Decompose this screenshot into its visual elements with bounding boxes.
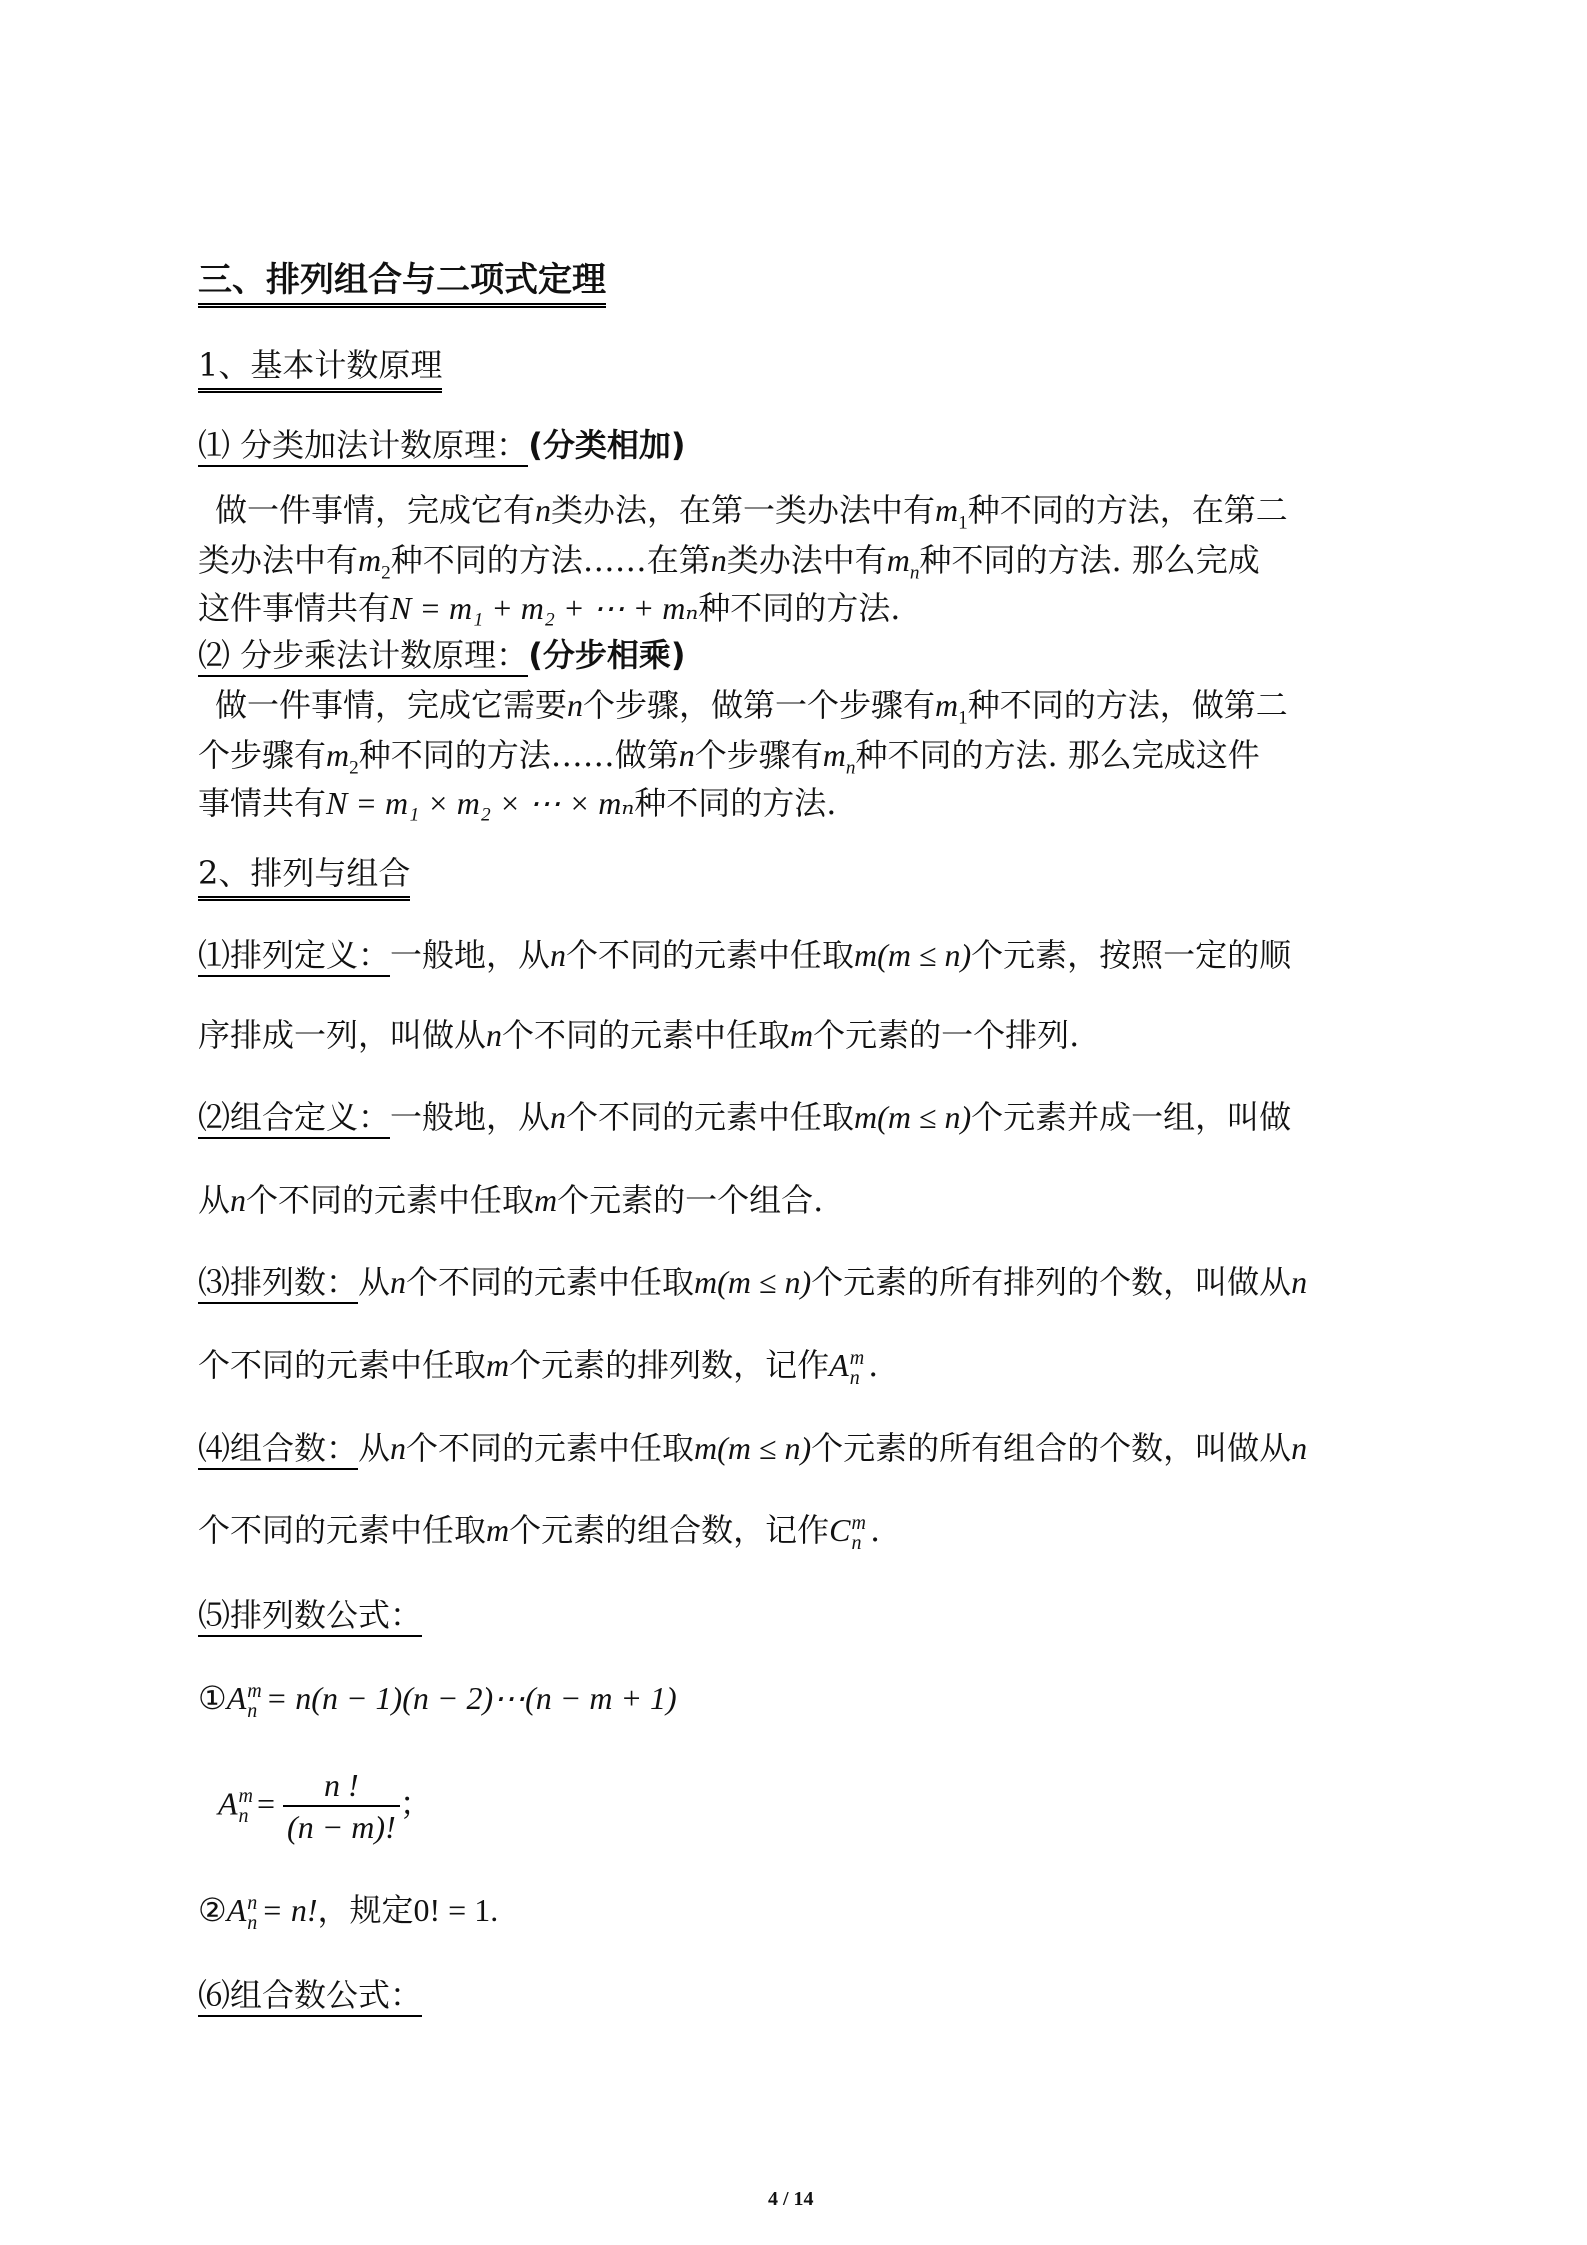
permutation-number-line-2: 个不同的元素中任取m个元素的排列数，记作A m n . bbox=[198, 1346, 879, 1389]
page-title: 三、排列组合与二项式定理 bbox=[198, 252, 606, 308]
permutation-formula-2: ②A n n = n!，规定0! = 1. bbox=[198, 1891, 499, 1934]
multiplication-formula: N = m₁ × m₂ × ⋯ × mₙ bbox=[326, 785, 635, 821]
permutation-definition-label: ⑴排列定义： bbox=[198, 936, 390, 977]
multiplication-principle-heading bbox=[198, 635, 685, 675]
multiplication-line-1: 做一件事情，完成它需要n个步骤，做第一个步骤有$m_1$种不同的方法，做第二 bbox=[215, 686, 1288, 729]
addition-line-2: 类办法中有$m_2$种不同的方法……在第n类办法中有$m_n$种不同的方法. 那么完成 bbox=[198, 541, 1260, 584]
circled-one-marker: ① bbox=[198, 1679, 227, 1717]
permutation-number-line-1: ⑶排列数：从n个不同的元素中任取m(m ≤ n)个元素的所有排列的个数，叫做从n bbox=[198, 1262, 1307, 1302]
addition-principle-heading bbox=[198, 425, 685, 465]
addition-line-1: 做一件事情，完成它有n类办法，在第一类办法中有$m_1$种不同的方法，在第二 bbox=[215, 491, 1288, 534]
combination-formula-heading: ⑹组合数公式： bbox=[198, 1975, 422, 2015]
multiplication-principle-tag: (分步相乘) bbox=[528, 636, 686, 674]
permutation-formula-1: ①A m n = n(n − 1)(n − 2)⋯(n − m + 1) bbox=[198, 1679, 677, 1722]
combination-definition-label: ⑵组合定义： bbox=[198, 1098, 390, 1139]
section-heading-counting: 1、基本计数原理 bbox=[198, 340, 442, 393]
permutation-formula-factorial: A m n = $\frac{n !}{(n - m)!}$ ； bbox=[218, 1767, 432, 1845]
circled-two-marker: ② bbox=[198, 1891, 227, 1929]
combination-number-line-1: ⑷组合数：从n个不同的元素中任取m(m ≤ n)个元素的所有组合的个数，叫做从n bbox=[198, 1428, 1307, 1468]
permutation-number-label: ⑶排列数： bbox=[198, 1263, 358, 1304]
addition-line-3: 这件事情共有N = m₁ + m₂ + ⋯ + mₙ种不同的方法. bbox=[198, 589, 901, 627]
addition-principle-tag: (分类相加) bbox=[528, 426, 686, 464]
page-number: 4 / 14 bbox=[768, 2188, 814, 2210]
addition-principle-label: ⑴ 分类加法计数原理： bbox=[198, 426, 528, 467]
permutation-formula-heading: ⑸排列数公式： bbox=[198, 1595, 422, 1635]
permutation-symbol: A bbox=[829, 1347, 849, 1383]
combination-number-line-2: 个不同的元素中任取m个元素的组合数，记作C m n . bbox=[198, 1511, 881, 1554]
section-heading-permutation: 2、排列与组合 bbox=[198, 848, 410, 901]
combination-definition-line-2: 从n个不同的元素中任取m个元素的一个组合. bbox=[198, 1181, 824, 1219]
multiplication-line-2: 个步骤有$m_2$种不同的方法……做第n个步骤有$m_n$种不同的方法. 那么完成这件 bbox=[198, 736, 1260, 779]
multiplication-line-3: 事情共有N = m₁ × m₂ × ⋯ × mₙ种不同的方法. bbox=[198, 784, 837, 822]
combination-definition-line-1: ⑵组合定义：一般地，从n个不同的元素中任取m(m ≤ n)个元素并成一组，叫做 bbox=[198, 1097, 1291, 1137]
permutation-definition-line-1: ⑴排列定义：一般地，从n个不同的元素中任取m(m ≤ n)个元素，按照一定的顺 bbox=[198, 935, 1291, 975]
multiplication-principle-label: ⑵ 分步乘法计数原理： bbox=[198, 636, 528, 677]
combination-number-label: ⑷组合数： bbox=[198, 1429, 358, 1470]
permutation-definition-line-2: 序排成一列，叫做从n个不同的元素中任取m个元素的一个排列. bbox=[198, 1016, 1080, 1054]
combination-symbol: C bbox=[829, 1512, 851, 1548]
addition-formula: N = m₁ + m₂ + ⋯ + mₙ bbox=[390, 590, 699, 626]
